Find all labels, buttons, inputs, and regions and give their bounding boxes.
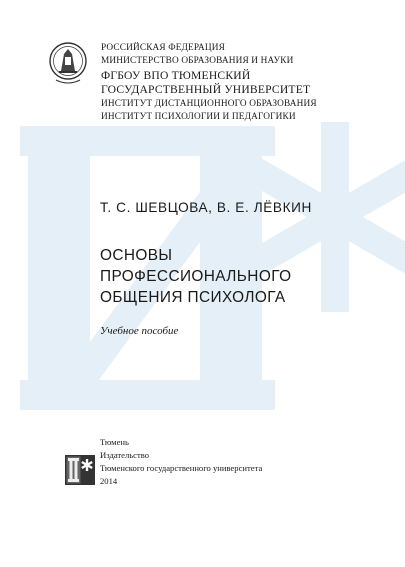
- institution-header: [101, 42, 317, 125]
- header-institute-distance: ИНСТИТУТ ДИСТАНЦИОННОГО ОБРАЗОВАНИЯ: [101, 98, 317, 109]
- publisher-name: Тюменского государственного университета: [100, 462, 263, 473]
- publication-year: 2014: [100, 475, 118, 486]
- publication-city: Тюмень: [100, 437, 129, 447]
- header-university-line2: ГОСУДАРСТВЕННЫЙ УНИВЕРСИТЕТ: [101, 83, 311, 97]
- book-authors: Т. С. ШЕВЦОВА, В. Е. ЛЁВКИН: [100, 200, 312, 215]
- publisher-label: Издательство: [100, 449, 150, 460]
- book-title-line1: ОСНОВЫ: [100, 247, 173, 264]
- header-institute-psychology: ИНСТИТУТ ПСИХОЛОГИИ И ПЕДАГОГИКИ: [101, 112, 296, 123]
- book-title: [100, 245, 291, 308]
- university-emblem-icon: [48, 40, 88, 86]
- book-title-line2: ПРОФЕССИОНАЛЬНОГО: [100, 268, 292, 285]
- header-ministry: МИНИСТЕРСТВО ОБРАЗОВАНИЯ И НАУКИ: [101, 56, 294, 67]
- header-country: РОССИЙСКАЯ ФЕДЕРАЦИЯ: [101, 43, 225, 53]
- book-subtitle: Учебное пособие: [100, 325, 179, 337]
- publication-info: [100, 436, 262, 488]
- header-university-line1: ФГБОУ ВПО ТЮМЕНСКИЙ: [101, 68, 251, 82]
- publisher-logo-icon: [65, 455, 95, 485]
- book-title-line3: ОБЩЕНИЯ ПСИХОЛОГА: [100, 289, 286, 306]
